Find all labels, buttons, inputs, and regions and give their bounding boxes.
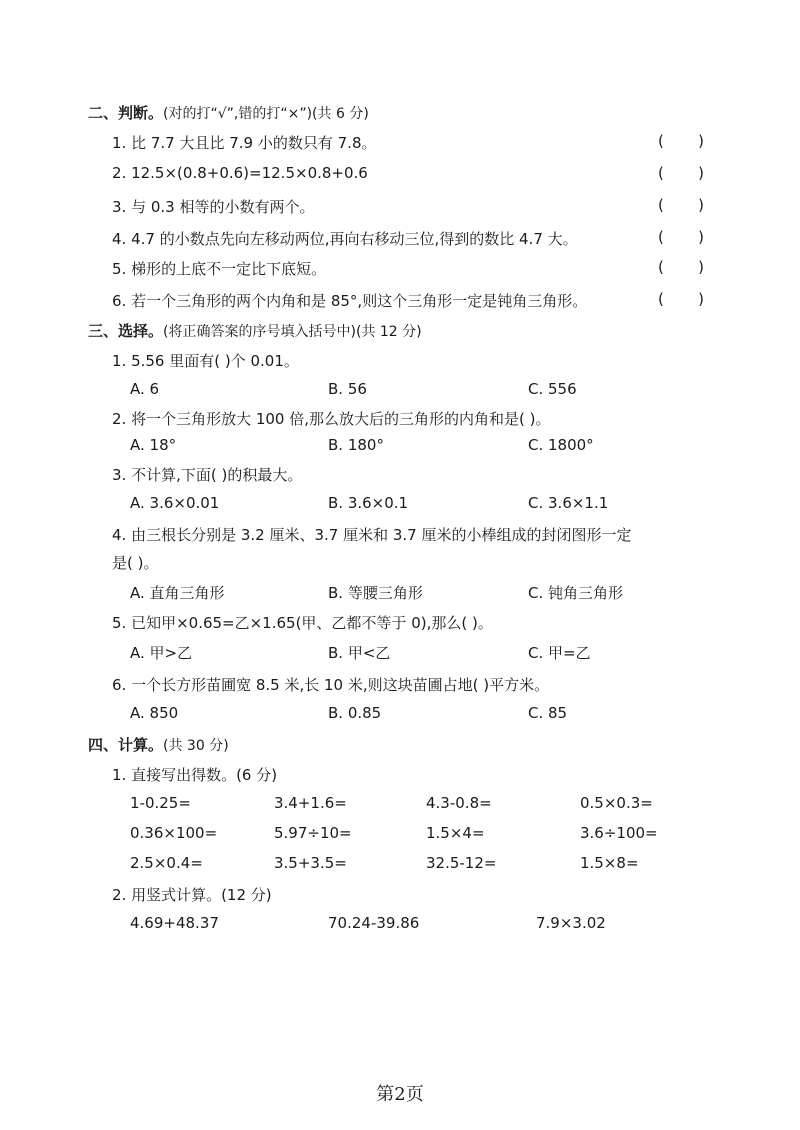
calc-part-1-label: 1. 直接写出得数。(6 分)	[112, 766, 278, 784]
paren-close: )	[698, 164, 704, 182]
paren-close: )	[698, 132, 704, 150]
oral-calc-item: 0.5×0.3=	[580, 794, 653, 812]
paren-close: )	[698, 228, 704, 246]
answer-paren-6[interactable]	[658, 290, 704, 308]
choice-3-option-c[interactable]: C. 3.6×1.1	[528, 494, 609, 512]
oral-calc-item: 2.5×0.4=	[130, 854, 203, 872]
answer-paren-4[interactable]	[658, 228, 704, 246]
choice-3-option-a[interactable]: A. 3.6×0.01	[130, 494, 220, 512]
oral-calc-item: 32.5-12=	[426, 854, 497, 872]
paren-open: (	[658, 290, 664, 308]
paren-close: )	[698, 258, 704, 276]
section-3-title	[88, 320, 422, 341]
section-2-note: (对的打“√”,错的打“×”)(共 6 分)	[163, 106, 369, 122]
choice-4-option-a[interactable]: A. 直角三角形	[130, 584, 225, 602]
choice-question-4-line-1: 4. 由三根长分别是 3.2 厘米、3.7 厘米和 3.7 厘米的小棒组成的封闭图形一定	[112, 526, 632, 544]
oral-calc-item: 4.3-0.8=	[426, 794, 492, 812]
section-4-note: (共 30 分)	[163, 738, 229, 754]
paren-close: )	[698, 196, 704, 214]
choice-3-option-b[interactable]: B. 3.6×0.1	[328, 494, 409, 512]
vertical-calc-item: 7.9×3.02	[536, 914, 606, 932]
oral-calc-item: 5.97÷10=	[274, 824, 352, 842]
paren-close: )	[698, 290, 704, 308]
choice-question-5: 5. 已知甲×0.65=乙×1.65(甲、乙都不等于 0),那么( )。	[112, 614, 493, 632]
answer-paren-3[interactable]	[658, 196, 704, 214]
page-number: 第2页	[376, 1084, 424, 1105]
choice-1-option-b[interactable]: B. 56	[328, 380, 367, 398]
oral-calc-item: 3.6÷100=	[580, 824, 658, 842]
choice-question-2: 2. 将一个三角形放大 100 倍,那么放大后的三角形的内角和是( )。	[112, 410, 551, 428]
choice-question-4-line-2: 是( )。	[112, 554, 159, 572]
answer-paren-1[interactable]	[658, 132, 704, 150]
choice-6-option-a[interactable]: A. 850	[130, 704, 179, 722]
answer-paren-5[interactable]	[658, 258, 704, 276]
choice-6-option-b[interactable]: B. 0.85	[328, 704, 382, 722]
oral-calc-item: 1-0.25=	[130, 794, 191, 812]
choice-5-option-a[interactable]: A. 甲>乙	[130, 644, 193, 662]
choice-5-option-b[interactable]: B. 甲<乙	[328, 644, 391, 662]
choice-4-option-c[interactable]: C. 钝角三角形	[528, 584, 624, 602]
section-2-heading: 二、判断。	[88, 104, 164, 122]
judge-item-1: 1. 比 7.7 大且比 7.9 小的数只有 7.8。	[112, 134, 377, 152]
choice-question-3: 3. 不计算,下面( )的积最大。	[112, 466, 303, 484]
paren-open: (	[658, 228, 664, 246]
judge-item-4: 4. 4.7 的小数点先向左移动两位,再向右移动三位,得到的数比 4.7 大。	[112, 230, 578, 248]
section-4-heading: 四、计算。	[88, 736, 164, 754]
paren-open: (	[658, 132, 664, 150]
section-3-note: (将正确答案的序号填入括号中)(共 12 分)	[163, 324, 422, 340]
choice-2-option-c[interactable]: C. 1800°	[528, 436, 594, 454]
choice-question-6: 6. 一个长方形苗圃宽 8.5 米,长 10 米,则这块苗圃占地( )平方米。	[112, 676, 550, 694]
choice-6-option-c[interactable]: C. 85	[528, 704, 568, 722]
oral-calc-item: 3.4+1.6=	[274, 794, 347, 812]
section-4-title	[88, 734, 229, 755]
choice-question-1: 1. 5.56 里面有( )个 0.01。	[112, 352, 299, 370]
choice-2-option-a[interactable]: A. 18°	[130, 436, 177, 454]
answer-paren-2[interactable]	[658, 164, 704, 182]
choice-1-option-c[interactable]: C. 556	[528, 380, 577, 398]
choice-2-option-b[interactable]: B. 180°	[328, 436, 384, 454]
vertical-calc-item: 4.69+48.37	[130, 914, 219, 932]
oral-calc-item: 1.5×4=	[426, 824, 485, 842]
oral-calc-item: 1.5×8=	[580, 854, 639, 872]
section-2-title	[88, 102, 369, 123]
judge-item-6: 6. 若一个三角形的两个内角和是 85°,则这个三角形一定是钝角三角形。	[112, 292, 588, 310]
choice-5-option-c[interactable]: C. 甲=乙	[528, 644, 591, 662]
choice-1-option-a[interactable]: A. 6	[130, 380, 160, 398]
paren-open: (	[658, 258, 664, 276]
choice-4-option-b[interactable]: B. 等腰三角形	[328, 584, 423, 602]
oral-calc-item: 3.5+3.5=	[274, 854, 347, 872]
paren-open: (	[658, 196, 664, 214]
calc-part-2-label: 2. 用竖式计算。(12 分)	[112, 886, 272, 904]
section-3-heading: 三、选择。	[88, 322, 164, 340]
judge-item-5: 5. 梯形的上底不一定比下底短。	[112, 260, 327, 278]
paren-open: (	[658, 164, 664, 182]
vertical-calc-item: 70.24-39.86	[328, 914, 420, 932]
oral-calc-item: 0.36×100=	[130, 824, 218, 842]
judge-item-3: 3. 与 0.3 相等的小数有两个。	[112, 198, 315, 216]
judge-item-2: 2. 12.5×(0.8+0.6)=12.5×0.8+0.6	[112, 164, 368, 182]
